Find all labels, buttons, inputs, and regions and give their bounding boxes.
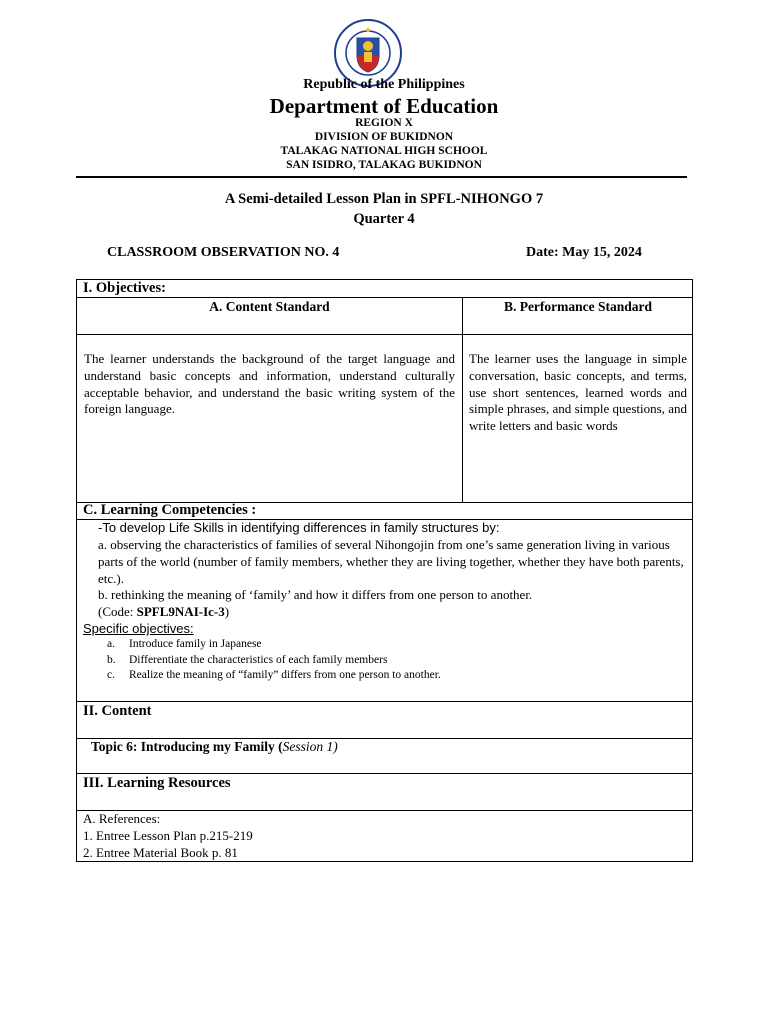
list-item [107, 668, 687, 684]
department-name: Department of Education [269, 94, 499, 118]
specific-objectives-label: Specific objectives: [83, 621, 194, 636]
list-text: Differentiate the characteristics of each family members [129, 653, 388, 666]
lesson-plan-table [76, 279, 693, 862]
specific-objectives-list [107, 637, 687, 684]
list-text: Introduce family in Japanese [129, 638, 262, 650]
table-divider [77, 297, 692, 298]
list-item [107, 637, 687, 653]
division-label: DIVISION OF BUKIDNON [314, 131, 454, 143]
observation-date: Date: May 15, 2024 [526, 245, 642, 260]
content-standard-header: A. Content Standard [209, 299, 330, 314]
topic-session: Session 1) [282, 739, 338, 754]
code-value: SPFL9NAI-Ic-3 [136, 604, 225, 619]
table-divider [77, 773, 692, 774]
list-marker: a. [107, 638, 115, 650]
school-name: TALAKAG NATIONAL HIGH SCHOOL [280, 145, 488, 157]
code-prefix: (Code: [98, 604, 137, 619]
code-suffix: ) [224, 604, 230, 619]
school-address: SAN ISIDRO, TALAKAG BUKIDNON [286, 159, 482, 171]
objectives-heading: I. Objectives: [83, 280, 166, 296]
list-text: Realize the meaning of “family” differs from one person to another. [129, 669, 441, 681]
header-divider [76, 176, 687, 178]
reference-item: 1. Entree Lesson Plan p.215-219 [83, 828, 253, 843]
competencies-heading: C. Learning Competencies : [83, 502, 257, 518]
topic-label: Topic 6: Introducing my Family ( [91, 739, 283, 754]
observation-number: CLASSROOM OBSERVATION NO. 4 [107, 245, 340, 260]
region-label: REGION X [355, 117, 413, 129]
performance-standard-header: B. Performance Standard [503, 299, 653, 314]
table-divider [77, 810, 692, 811]
competency-item-a: a. observing the characteristics of families of several Nihongojin from one’s same generation living in various parts of the world (number of family members, whether they are living together, whether they have both parents, etc.). [98, 537, 684, 586]
list-item [107, 653, 687, 669]
competency-item-b: b. rethinking the meaning of ‘family’ and how it differs from one person to another. [98, 587, 533, 602]
references-label: A. References: [83, 811, 161, 826]
table-divider [77, 701, 692, 702]
quarter-label: Quarter 4 [353, 211, 415, 227]
content-heading: II. Content [83, 703, 152, 719]
republic-label: Republic of the Philippines [303, 77, 465, 92]
column-divider [462, 297, 463, 503]
competencies-intro: -To develop Life Skills in identifying differences in family structures by: [98, 520, 500, 535]
topic-line [91, 739, 338, 755]
resources-heading: III. Learning Resources [83, 775, 231, 791]
reference-item: 2. Entree Material Book p. 81 [83, 845, 238, 860]
observation-row [107, 245, 687, 261]
competency-code [98, 604, 229, 621]
list-marker: c. [107, 669, 115, 681]
list-marker: b. [107, 653, 116, 666]
table-divider [77, 334, 692, 335]
lesson-plan-title: A Semi-detailed Lesson Plan in SPFL-NIHONGO 7 [224, 191, 544, 207]
performance-standard-text: The learner uses the language in simple conversation, basic concepts, and terms, use short sentences, learned words and simple phrases, and simple questions, and write letters and basic words [469, 351, 687, 434]
content-standard-text: The learner understands the background of the target language and understand basic concepts and information, understand culturally acceptable behavior, and understand the basic writing system of the foreign language. [84, 351, 455, 417]
